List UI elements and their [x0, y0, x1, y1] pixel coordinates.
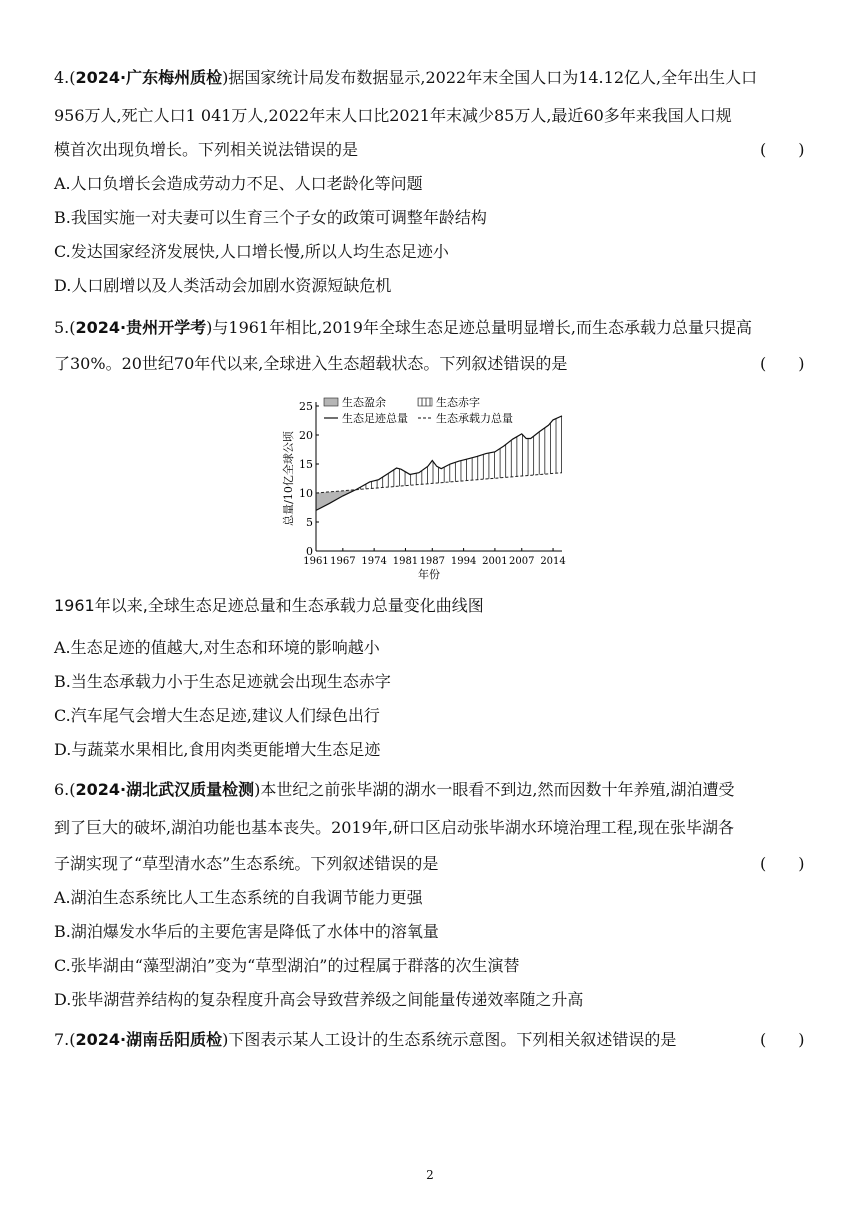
- q4-option-b: B.我国实施一对夫妻可以生育三个子女的政策可调整年龄结构: [54, 208, 487, 227]
- q6-option-b: B.湖泊爆发水华后的主要危害是降低了水体中的溶氧量: [54, 922, 439, 941]
- q6-option-d: D.张毕湖营养结构的复杂程度升高会导致营养级之间能量传递效率随之升高: [54, 990, 584, 1009]
- q6-stem-line-3: 子湖实现了“草型清水态”生态系统。下列叙述错误的是: [54, 854, 439, 873]
- y-tick-label: 25: [299, 400, 313, 413]
- legend-swatch-surplus: [324, 398, 338, 406]
- x-tick-label: 2007: [509, 556, 535, 567]
- q5-source: 2024·贵州开学考: [75, 318, 207, 337]
- q4-option-a: A.人口负增长会造成劳动力不足、人口老龄化等问题: [54, 174, 423, 193]
- legend-entry: 生态足迹总量: [342, 412, 408, 425]
- y-axis-label: 总量/10亿全球公顷: [282, 431, 295, 526]
- legend-entry: 生态承载力总量: [436, 412, 513, 425]
- q6-option-a: A.湖泊生态系统比人工生态系统的自我调节能力更强: [54, 888, 423, 907]
- x-tick-label: 1961: [303, 556, 329, 567]
- q4-source: 2024·广东梅州质检: [75, 68, 223, 87]
- x-tick-label: 1967: [330, 556, 356, 567]
- q6-stem-line-2: 到了巨大的破坏,湖泊功能也基本丧失。2019年,研口区启动张毕湖水环境治理工程,现在张毕湖各: [54, 818, 734, 837]
- y-tick-label: 5: [306, 516, 313, 529]
- y-tick-label: 0: [306, 545, 313, 558]
- q4-option-c: C.发达国家经济发展快,人口增长慢,所以人均生态足迹小: [54, 242, 449, 261]
- x-tick-label: 2014: [540, 556, 566, 567]
- q4-stem-line-3: 模首次出现负增长。下列相关说法错误的是: [54, 140, 359, 159]
- q6-stem-line-1: 6.(2024·湖北武汉质量检测)本世纪之前张毕湖的湖水一眼看不到边,然而因数十年养殖,湖泊遭受: [54, 780, 735, 799]
- q7-source: 2024·湖南岳阳质检: [75, 1030, 223, 1049]
- chart-caption: 1961年以来,全球生态足迹总量和生态承载力总量变化曲线图: [54, 596, 484, 615]
- q4-answer-blank: ( ): [760, 140, 805, 159]
- footprint-chart: [280, 396, 580, 581]
- page-number: 2: [426, 1168, 434, 1182]
- q6-option-c: C.张毕湖由“藻型湖泊”变为“草型湖泊”的过程属于群落的次生演替: [54, 956, 520, 975]
- q7-answer-blank: ( ): [760, 1030, 805, 1049]
- x-axis-label: 年份: [418, 568, 440, 581]
- x-tick-label: 1974: [361, 556, 387, 567]
- y-tick-label: 20: [299, 429, 313, 442]
- x-tick-label: 1994: [450, 556, 477, 567]
- legend-entry: 生态赤字: [436, 396, 480, 409]
- q6-answer-blank: ( ): [760, 854, 805, 873]
- q5-stem-line-1: 5.(2024·贵州开学考)与1961年相比,2019年全球生态足迹总量明显增长,而生态承载力总量只提高: [54, 318, 752, 337]
- legend-swatch-deficit: [418, 398, 432, 406]
- x-tick-label: 2001: [482, 556, 508, 567]
- y-tick-label: 10: [299, 487, 313, 500]
- q4-stem-line-2: 956万人,死亡人口1 041万人,2022年末人口比2021年末减少85万人,最近60多年来我国人口规: [54, 106, 732, 125]
- legend-entry: 生态盈余: [342, 396, 386, 409]
- q4-option-d: D.人口剧增以及人类活动会加剧水资源短缺危机: [54, 276, 392, 295]
- q4-stem-line-1: 4.(2024·广东梅州质检)据国家统计局发布数据显示,2022年末全国人口为14.12亿人,全年出生人口: [54, 68, 758, 87]
- x-tick-label: 1987: [419, 556, 446, 567]
- q5-option-c: C.汽车尾气会增大生态足迹,建议人们绿色出行: [54, 706, 380, 725]
- q6-source: 2024·湖北武汉质量检测: [75, 780, 255, 799]
- q5-option-d: D.与蔬菜水果相比,食用肉类更能增大生态足迹: [54, 740, 381, 759]
- q7-stem-line-1: 7.(2024·湖南岳阳质检)下图表示某人工设计的生态系统示意图。下列相关叙述错误的是: [54, 1030, 677, 1049]
- x-tick-label: 1981: [392, 556, 419, 567]
- q5-option-a: A.生态足迹的值越大,对生态和环境的影响越小: [54, 638, 380, 657]
- q5-stem-line-2: 了30%。20世纪70年代以来,全球进入生态超载状态。下列叙述错误的是: [54, 354, 568, 373]
- q5-answer-blank: ( ): [760, 354, 805, 373]
- y-tick-label: 15: [299, 458, 313, 471]
- q5-option-b: B.当生态承载力小于生态足迹就会出现生态赤字: [54, 672, 391, 691]
- series-footprint: [316, 416, 562, 511]
- series-biocapacity: [316, 473, 562, 493]
